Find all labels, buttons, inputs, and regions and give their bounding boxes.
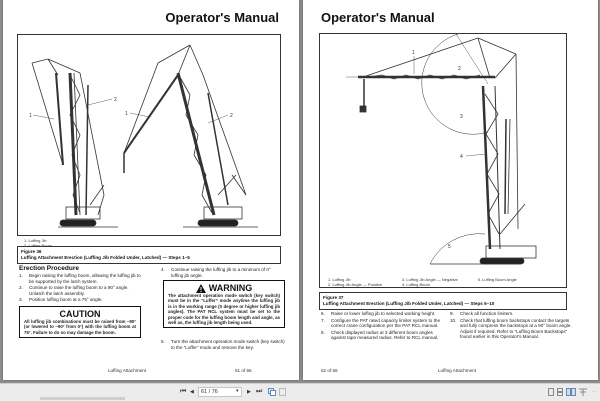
figure-37-box [319, 33, 567, 288]
step-item: 8. Check displayed radius at 3 different boom angles against tape measured radius. Refer to RCL manual. [321, 329, 439, 341]
single-page-icon[interactable] [548, 388, 554, 396]
two-page-icon[interactable] [566, 388, 576, 396]
fit-width-icon[interactable] [579, 388, 587, 396]
footer-section: Luffing Attachment [438, 368, 476, 373]
warning-body: The attachment operation mode switch (key switch) must be in the “Luffer” mode anytime the luffing jib is in the working range (0 degree or higher luffing jib angles). The PAT RCL system must be set to the proper code for the luffing boom length and angle, as well as, the luffing jib length being used. [168, 293, 280, 326]
figure-caption [17, 246, 281, 264]
step-item: 6. Raise or lower luffing jib to selected working height. [321, 311, 436, 316]
figure-title: Luffing Attachment Erection (Luffing Jib Folded Under, Latched) — Steps 6–10 [323, 301, 495, 306]
erection-procedure-col1 [19, 265, 141, 304]
step-item: 4. Continue raising the luffing jib to a minimum of 0° luffing jib angle. [161, 267, 271, 278]
figure-36-box [17, 34, 281, 243]
page-number-input[interactable]: 61 / 76 [198, 387, 242, 397]
figure-legend: 1. Luffing Jib 2. Luffing Jib Angle — Positive 3. Luffing Jib Angle — Negative 4. Luffing Boom 5. Luffing Boom Angle [328, 277, 517, 287]
step-item: 10. Check that luffing boom backstops contact the targets and fully compress the backstops at a 90° boom angle. Adjust if required. Refer to “Luffing Boom Backstops” found earlier in this Operator's Manual. [450, 317, 572, 340]
callout-label: 1 [29, 113, 32, 119]
last-page-button[interactable]: ⏭ [256, 388, 263, 395]
callout-label: 1 [412, 50, 415, 56]
document-page-right [303, 0, 598, 380]
step-item: 5. Turn the attachment operation mode switch (key switch) to the “Luffer” mode and remove the key. [161, 339, 285, 350]
callout-label: 1 [125, 111, 128, 117]
figure-caption [319, 292, 567, 310]
next-page-button[interactable]: ▶ [247, 389, 251, 395]
page-dropdown-icon[interactable]: ▾ [236, 388, 239, 394]
page-header-title: Operator's Manual [321, 10, 435, 25]
warning-box [163, 280, 285, 328]
figure-title: Luffing Attachment Erection (Luffing Jib Folded Under, Latched) — Steps 1–5 [21, 255, 190, 260]
crane-illustration-steps-1-5 [18, 35, 280, 235]
step-item: 9. Check all function limiters. [450, 311, 514, 316]
step-item: 7. Configure the PAT rated capacity limiter system to the correct crane configuration per the PAT RCL manual. [321, 317, 441, 329]
erection-procedure-col2-bottom [161, 339, 285, 351]
footer-section: Luffing Attachment [108, 368, 146, 373]
legend-item: 1. Luffing Jib [24, 238, 47, 243]
copy-icon[interactable] [268, 388, 276, 396]
footer-page-number: 52 of 66 [321, 368, 338, 373]
page-header-title: Operator's Manual [165, 10, 279, 25]
section-title: Erection Procedure [19, 265, 79, 272]
zoom-menu-icon[interactable]: … [592, 388, 597, 394]
warning-title: WARNING [208, 283, 253, 293]
document-page-left [3, 0, 299, 380]
step-item: 1. Begin raising the luffing boom, allowing the luffing jib to be supported by the latch system. [19, 273, 141, 284]
continuous-page-icon[interactable] [557, 388, 563, 396]
warning-triangle-icon [196, 284, 206, 293]
footer-page-number: 51 of 66 [235, 368, 252, 373]
figure-number: Figure 36 [21, 249, 42, 254]
crane-illustration-steps-6-10 [320, 34, 566, 269]
caution-body: All luffing jib combinations must be raised from –90° (or lowered to –90° from 0°) with the luffing boom at 75°. Failure to do so may damage the boom. [24, 319, 136, 335]
step-item: 2. Continue to raise the luffing boom to a 90° angle. Unlatch the latch assembly. [19, 285, 129, 296]
caution-title: CAUTION [59, 309, 101, 319]
figure-number: Figure 37 [323, 295, 344, 300]
step-item: 3. Position luffing boom at a 75° angle. [19, 297, 103, 303]
callout-label: 2 [230, 113, 233, 119]
paste-icon[interactable] [279, 388, 287, 396]
callout-label: 3 [460, 114, 463, 120]
erection-procedure-col2-top [161, 267, 283, 279]
steps-col2 [450, 311, 574, 341]
caution-box [19, 306, 141, 338]
steps-col1 [321, 311, 441, 342]
first-page-button[interactable]: ⏮ [180, 388, 187, 395]
callout-label: 2 [458, 66, 461, 72]
horizontal-scrollbar[interactable] [40, 397, 125, 400]
prev-page-button[interactable]: ◀ [190, 389, 194, 395]
callout-label: 5 [448, 244, 451, 250]
callout-label: 4 [460, 154, 463, 160]
callout-label: 2 [114, 97, 117, 103]
